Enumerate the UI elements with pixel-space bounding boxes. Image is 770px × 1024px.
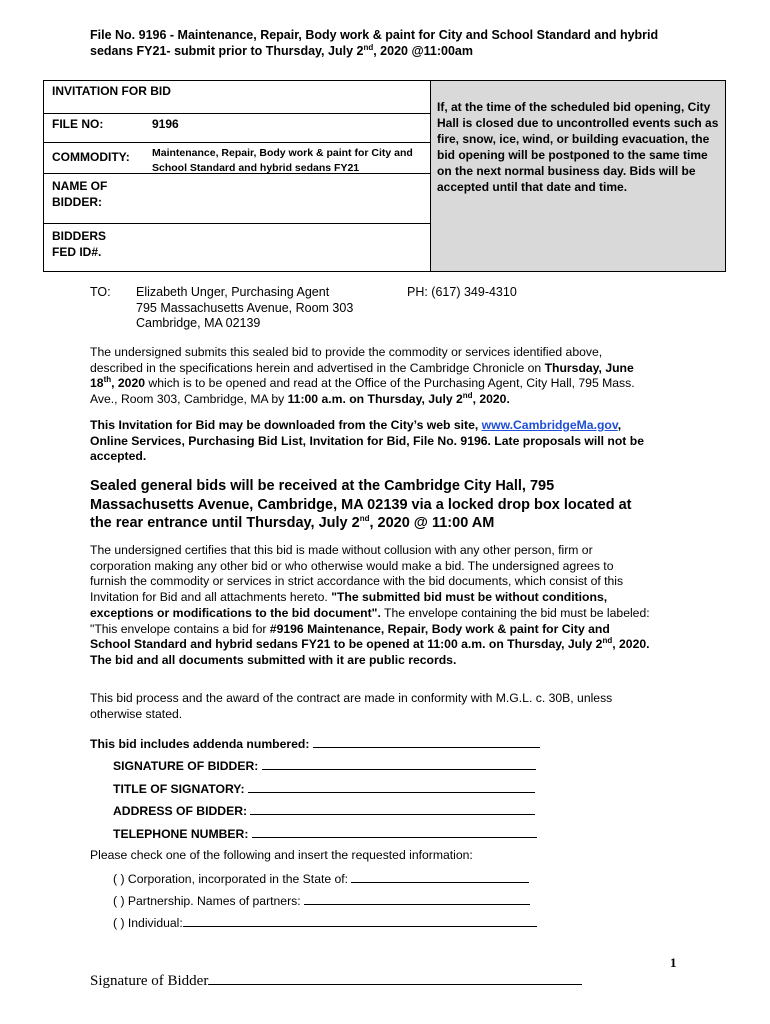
bidder-name-label (52, 178, 107, 210)
para3-text-1: The undersigned certifies that this bid is made without collusion with any other person, firm or corporation making any other bid or who otherwise would make a bid. The undersigned agrees to furnish the commodity or services in strict accordance with the bid documents, which consist of this Invitation for Bid and all attachments hereto. (90, 543, 624, 605)
bid-title: INVITATION FOR BID (52, 84, 171, 98)
addenda-label: This bid includes addenda numbered: (90, 737, 310, 751)
drop-box-notice-text: Sealed general bids will be received at the Cambridge City Hall, 795 Massachusetts Avenue, Cambridge, MA 02139 via a locked drop box located at the rear entrance until Thursday, July 2 (90, 478, 632, 531)
agent-phone: PH: (617) 349-4310 (407, 285, 517, 299)
header-line-2 (90, 43, 690, 59)
bidder-name-row[interactable] (44, 174, 430, 224)
file-no-row (44, 114, 430, 143)
closure-notice-text: If, at the time of the scheduled bid opening, City Hall is closed due to uncontrolled events such as fire, snow, ice, wind, or building evacuation, the bid opening will be postponed to the same time on the next normal business day. Bids will be accepted until that date and time. (437, 100, 719, 194)
address-label: ADDRESS OF BIDDER: (113, 804, 248, 818)
corporation-state-field[interactable] (351, 870, 529, 883)
header-line-2-post: , 2020 @11:00am (373, 44, 473, 58)
fed-id-label-2: FED ID#. (52, 245, 102, 259)
telephone-field[interactable] (252, 825, 537, 838)
file-no-label: FILE NO: (52, 117, 104, 131)
title-label: TITLE OF SIGNATORY: (113, 782, 245, 796)
agent-address-line-1: 795 Massachusetts Avenue, Room 303 (136, 300, 354, 315)
para3-bold-conditions: "The submitted bid must be without conditions, exceptions or modifications to the bid document". (90, 590, 608, 620)
submission-paragraph (90, 345, 650, 408)
bid-title-row (44, 81, 430, 114)
telephone-line (113, 825, 537, 842)
agent-name: Elizabeth Unger, Purchasing Agent (136, 285, 330, 299)
para2-text-1: This Invitation for Bid may be downloaded from the City’s web site, (90, 418, 482, 432)
commodity-label: COMMODITY: (52, 150, 130, 164)
check-intro: Please check one of the following and insert the requested information: (90, 848, 473, 862)
individual-field[interactable] (183, 914, 537, 927)
commodity-row (44, 143, 430, 174)
footer-signature-line (90, 970, 582, 990)
partners-field[interactable] (304, 892, 530, 905)
para1-sup-2: nd (462, 391, 473, 401)
para3-bold-post: , 2020. The bid and all documents submitted with it are public records. (90, 637, 650, 667)
bidder-name-label-1: NAME OF (52, 179, 108, 193)
individual-label: ( ) Individual: (113, 916, 183, 930)
address-line (113, 802, 535, 819)
partnership-option[interactable] (113, 892, 530, 909)
signature-line (113, 757, 536, 774)
header-line-1: File No. 9196 - Maintenance, Repair, Body work & paint for City and School Standard and hybrid (90, 28, 659, 42)
footer-signature-field[interactable] (208, 970, 582, 985)
bidder-name-label-2: BIDDER: (52, 195, 102, 209)
signature-label: SIGNATURE OF BIDDER: (113, 759, 259, 773)
partnership-label: ( ) Partnership. Names of partners: (113, 894, 301, 908)
signature-field[interactable] (262, 757, 536, 770)
title-line (113, 780, 535, 797)
title-field[interactable] (248, 780, 535, 793)
para1-bold-year: , 2020 (111, 376, 146, 391)
address-field[interactable] (250, 802, 535, 815)
para2-text-2: , Online Services, Purchasing Bid List, Invitation for Bid, File No. 9196. Late proposals will not be accepted. (90, 418, 644, 464)
para1-sup-1: th (103, 375, 112, 385)
individual-option[interactable] (113, 914, 537, 931)
drop-box-notice (90, 477, 650, 533)
para1-bold-deadline-year: , 2020. (472, 392, 510, 407)
file-no-value: 9196 (152, 117, 179, 131)
fed-id-label (52, 228, 106, 260)
agent-address-line-2: Cambridge, MA 02139 (136, 316, 261, 330)
addenda-field[interactable] (313, 735, 540, 748)
invitation-for-bid-box (43, 80, 726, 272)
cambridge-website-link[interactable]: www.CambridgeMa.gov (481, 418, 618, 432)
download-paragraph (90, 418, 650, 465)
footer-signature-label: Signature of Bidder (90, 973, 209, 989)
closure-notice-panel (431, 81, 725, 271)
agent-address (136, 285, 396, 332)
certification-paragraph (90, 543, 650, 669)
para1-bold-deadline: 11:00 a.m. on Thursday, July 2 (287, 392, 463, 407)
header-sup: nd (363, 42, 374, 52)
telephone-label: TELEPHONE NUMBER: (113, 827, 249, 841)
fed-id-row[interactable] (44, 224, 430, 271)
page-number: 1 (670, 955, 677, 970)
corporation-option[interactable] (113, 870, 529, 887)
conformity-paragraph: This bid process and the award of the contract are made in conformity with M.G.L. c. 30B, unless otherwise stated. (90, 691, 613, 721)
para3-text-2: The envelope containing the bid must be labeled: "This envelope contains a bid for (90, 605, 650, 636)
para1-text-1: The undersigned submits this sealed bid to provide the commodity or services identified above, described in the specifications herein and advertised in the Cambridge Chronicle on (90, 345, 603, 375)
document-header (90, 27, 690, 59)
para3-bold-label: #9196 Maintenance, Repair, Body work & paint for City and School Standard and hybrid sedans FY21 to be opened at 11:00 a.m. on Thursday, July 2 (90, 621, 610, 652)
para1-text-2: which is to be opened and read at the Office of the Purchasing Agent, City Hall, 795 Mass. Ave., Room 303, Cambridge, MA by (90, 376, 635, 407)
drop-box-notice-time: , 2020 @ 11:00 AM (369, 515, 495, 531)
addenda-line (90, 735, 540, 752)
bid-info-table (44, 81, 431, 271)
drop-box-notice-sup: nd (359, 514, 370, 524)
para3-sup: nd (602, 636, 613, 646)
corporation-label: ( ) Corporation, incorporated in the State of: (113, 872, 349, 886)
header-line-2-text: sedans FY21- submit prior to Thursday, July 2 (90, 44, 364, 58)
para1-bold-date: Thursday, June 18 (90, 360, 634, 391)
to-label: TO: (90, 285, 111, 299)
fed-id-label-1: BIDDERS (52, 229, 107, 243)
commodity-value: Maintenance, Repair, Body work & paint for City and School Standard and hybrid sedans FY21 (152, 147, 413, 174)
